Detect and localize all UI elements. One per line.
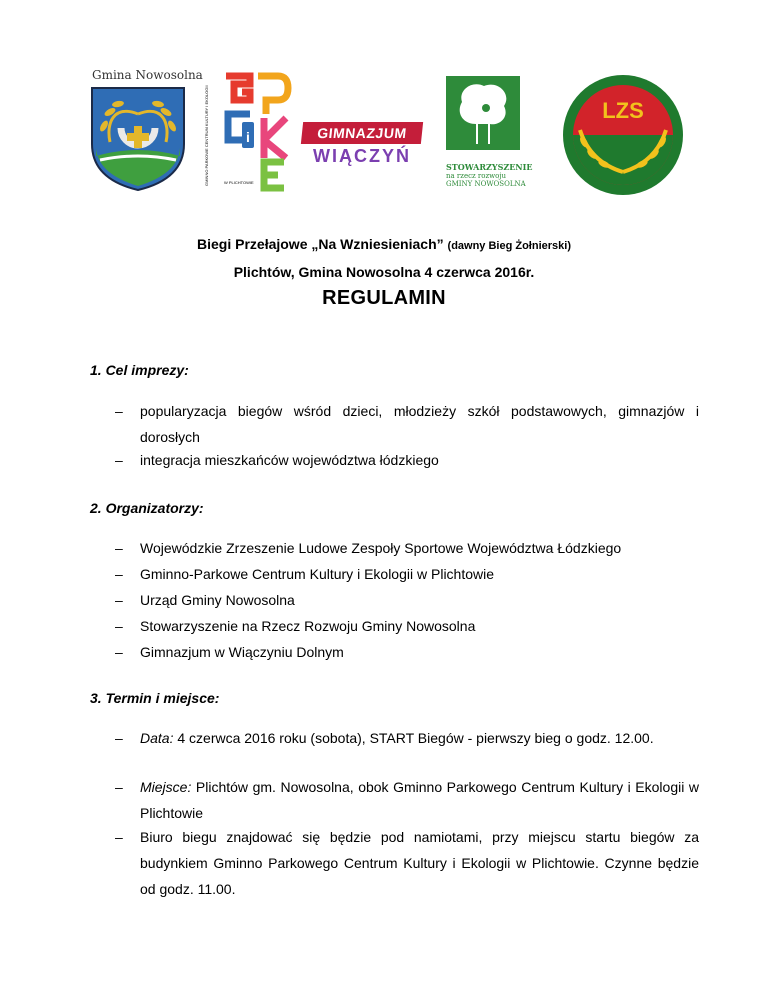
bullet-dash: – [115, 779, 123, 795]
stow-line1: STOWARZYSZENIE [446, 162, 533, 172]
list-item [115, 639, 699, 665]
list-item [115, 824, 699, 902]
list-item-text: Urząd Gminy Nowosolna [140, 592, 295, 608]
section-heading-termin: 3. Termin i miejsce: [90, 690, 220, 706]
gpcke-vertical-text: GMINNO PARKOWE CENTRUM KULTURY I EKOLOGII [204, 85, 209, 186]
gimnazjum-logo [302, 122, 422, 167]
list-item [115, 561, 699, 587]
list-item [115, 447, 699, 473]
list-item-text: Gimnazjum w Wiączyniu Dolnym [140, 644, 344, 660]
gmina-label: Gmina Nowosolna [92, 68, 203, 82]
lzs-logo [560, 72, 686, 198]
gimnazjum-line2: WIĄCZYŃ [313, 146, 411, 166]
coat-of-arms-icon [88, 84, 188, 194]
item-label: Data: [140, 730, 174, 746]
tree-icon [446, 76, 520, 150]
lzs-emblem-icon [560, 72, 686, 198]
bullet-dash: – [115, 566, 123, 582]
bullet-dash: – [115, 730, 123, 746]
bullet-dash: – [115, 592, 123, 608]
list-item-text: popularyzacja biegów wśród dzieci, młodzieży szkół podstawowych, gimnazjów i dorosłych [140, 403, 699, 445]
list-item-text: Biuro biegu znajdować się będzie pod namiotami, przy miejscu startu biegów za budynkiem Gminno Parkowego Centrum Kultury i Ekologii w Plichtowie. Czynne będzie od godz. 11.00. [140, 829, 699, 897]
item-label: Miejsce: [140, 779, 192, 795]
item-value: 4 czerwca 2016 roku (sobota), START Biegów - pierwszy bieg o godz. 12.00. [173, 730, 654, 746]
section-heading-cel: 1. Cel imprezy: [90, 362, 189, 378]
event-place-date: Plichtów, Gmina Nowosolna 4 czerwca 2016r. [233, 264, 535, 280]
gimnazjum-line1: GIMNAZJUM [301, 122, 423, 144]
bullet-dash: – [115, 829, 123, 845]
list-item [115, 535, 699, 561]
stow-line3: GMINY NOWOSOLNA [446, 180, 526, 188]
list-item [115, 587, 699, 613]
page-title: REGULAMIN [322, 287, 446, 309]
list-item-text: Gminno-Parkowe Centrum Kultury i Ekologii w Plichtowie [140, 566, 495, 582]
list-item [115, 774, 699, 826]
bullet-dash: – [115, 452, 123, 468]
list-item-text: Wojewódzkie Zrzeszenie Ludowe Zespoły Sportowe Województwa Łódzkiego [140, 540, 622, 556]
gpcke-letters-icon [206, 70, 302, 192]
gpcke-logo [206, 70, 302, 192]
bullet-dash: – [115, 644, 123, 660]
event-title-main: Biegi Przełajowe „Na Wzniesieniach” [197, 236, 444, 252]
list-item-text [140, 774, 699, 826]
list-item-text: integracja mieszkańców województwa łódzkiego [140, 452, 439, 468]
event-title-former-name: (dawny Bieg Żołnierski) [447, 240, 571, 252]
list-item-text [140, 725, 699, 751]
bullet-dash: – [115, 618, 123, 634]
list-item [115, 398, 699, 450]
bullet-dash: – [115, 540, 123, 556]
gpcke-bottom-text: W PLICHTOWIE [224, 180, 254, 185]
stow-line2: na rzecz rozwoju [446, 172, 507, 180]
item-value: Plichtów gm. Nowosolna, obok Gminno Parkowego Centrum Kultury i Ekologii w Plichtowie [140, 779, 699, 821]
gmina-nowosolna-logo [88, 68, 203, 194]
list-item [115, 725, 699, 751]
event-title [0, 236, 768, 252]
bullet-dash: – [115, 403, 123, 419]
lzs-text: LZS [602, 98, 644, 123]
logos-row [0, 0, 768, 200]
list-item-text: Stowarzyszenie na Rzecz Rozwoju Gminy Nowosolna [140, 618, 476, 634]
svg-text:i: i [246, 129, 250, 145]
stowarzyszenie-logo [446, 76, 536, 188]
list-item [115, 613, 699, 639]
section-heading-organizatorzy: 2. Organizatorzy: [90, 500, 204, 516]
